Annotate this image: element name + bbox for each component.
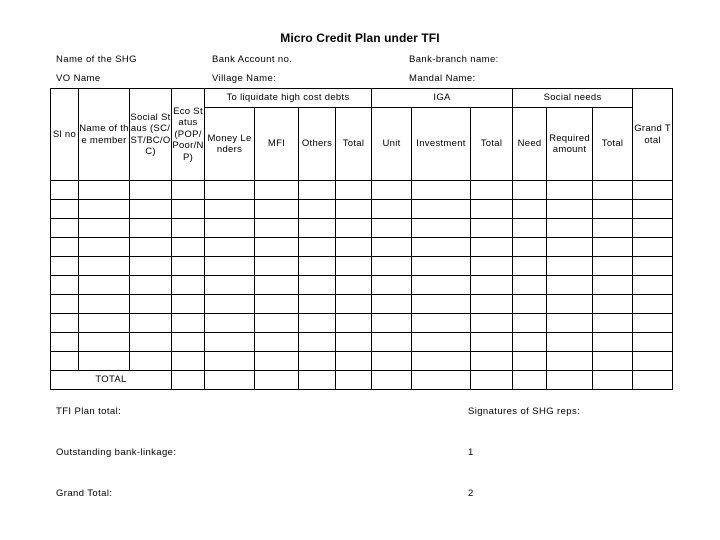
entry-cell[interactable] [79, 295, 130, 314]
entry-cell[interactable] [130, 219, 172, 238]
entry-cell[interactable] [547, 200, 593, 219]
signature-line-1: 1 [468, 447, 474, 458]
entry-cell[interactable] [593, 200, 633, 219]
table-row [51, 200, 673, 219]
table-row [51, 181, 673, 200]
entry-cell[interactable] [513, 295, 547, 314]
entry-cell[interactable] [205, 257, 255, 276]
entry-cell[interactable] [79, 276, 130, 295]
entry-cell[interactable] [471, 238, 513, 257]
entry-cell[interactable] [51, 333, 79, 352]
table-row [51, 352, 673, 371]
entry-cell[interactable] [299, 333, 336, 352]
entry-cell[interactable] [336, 257, 372, 276]
grand-total-label: Grand Total: [56, 488, 113, 499]
outstanding-label: Outstanding bank-linkage: [56, 447, 177, 458]
entry-cell[interactable] [513, 238, 547, 257]
table-row [51, 333, 673, 352]
entry-cell[interactable] [79, 352, 130, 371]
entry-cell[interactable] [255, 257, 299, 276]
bank-branch-label: Bank-branch name: [409, 54, 499, 65]
entry-cell[interactable] [205, 276, 255, 295]
entry-cell[interactable] [633, 352, 673, 371]
entry-cell[interactable] [130, 200, 172, 219]
entry-cell[interactable] [336, 238, 372, 257]
entry-cell[interactable] [633, 181, 673, 200]
entry-cell[interactable] [79, 257, 130, 276]
signature-line-2: 2 [468, 488, 474, 499]
entry-cell[interactable] [205, 333, 255, 352]
entry-cell[interactable] [130, 257, 172, 276]
entry-cell[interactable] [372, 276, 412, 295]
mandal-name-label: Mandal Name: [409, 73, 476, 84]
header-social-status: Social Staus (SC/ST/BC/OC) [130, 89, 172, 181]
entry-cell[interactable] [172, 181, 205, 200]
entry-cell[interactable] [412, 352, 471, 371]
entry-cell[interactable] [513, 257, 547, 276]
entry-cell[interactable] [372, 314, 412, 333]
header-debts-total: Total [336, 108, 372, 181]
entry-cell[interactable] [513, 276, 547, 295]
entry-cell[interactable] [513, 314, 547, 333]
total-cell[interactable] [593, 371, 633, 390]
entry-cell[interactable] [130, 238, 172, 257]
entry-cell[interactable] [372, 295, 412, 314]
entry-cell[interactable] [471, 295, 513, 314]
header-unit: Unit [372, 108, 412, 181]
entry-cell[interactable] [372, 333, 412, 352]
entry-cell[interactable] [412, 276, 471, 295]
entry-cell[interactable] [172, 219, 205, 238]
entry-cell[interactable] [547, 295, 593, 314]
entry-cell[interactable] [51, 219, 79, 238]
entry-cell[interactable] [412, 257, 471, 276]
vo-name-label: VO Name [56, 73, 101, 84]
header-iga: IGA [372, 89, 513, 108]
entry-cell[interactable] [633, 257, 673, 276]
entry-cell[interactable] [299, 352, 336, 371]
entry-cell[interactable] [513, 200, 547, 219]
entry-cell[interactable] [593, 352, 633, 371]
entry-cell[interactable] [299, 295, 336, 314]
entry-cell[interactable] [513, 181, 547, 200]
header-need: Need [513, 108, 547, 181]
entry-cell[interactable] [593, 257, 633, 276]
entry-cell[interactable] [471, 314, 513, 333]
entry-cell[interactable] [130, 295, 172, 314]
entry-cell[interactable] [79, 238, 130, 257]
table-row [51, 295, 673, 314]
header-others: Others [299, 108, 336, 181]
entry-cell[interactable] [299, 238, 336, 257]
village-name-label: Village Name: [212, 73, 277, 84]
entry-cell[interactable] [130, 276, 172, 295]
entry-cell[interactable] [255, 333, 299, 352]
entry-cell[interactable] [471, 181, 513, 200]
total-cell[interactable] [471, 371, 513, 390]
entry-cell[interactable] [79, 200, 130, 219]
header-high-cost-debts: To liquidate high cost debts [205, 89, 372, 108]
table-row [51, 276, 673, 295]
entry-cell[interactable] [205, 314, 255, 333]
entry-cell[interactable] [51, 238, 79, 257]
table-row [51, 257, 673, 276]
entry-cell[interactable] [633, 276, 673, 295]
bank-account-label: Bank Account no. [212, 54, 293, 65]
table-row [51, 238, 673, 257]
entry-cell[interactable] [412, 314, 471, 333]
entry-cell[interactable] [471, 200, 513, 219]
entry-cell[interactable] [336, 219, 372, 238]
entry-cell[interactable] [255, 238, 299, 257]
header-investment: Investment [412, 108, 471, 181]
entry-cell[interactable] [51, 276, 79, 295]
total-label: TOTAL [51, 371, 172, 390]
entry-cell[interactable] [172, 257, 205, 276]
entry-cell[interactable] [412, 238, 471, 257]
total-cell[interactable] [299, 371, 336, 390]
entry-cell[interactable] [79, 314, 130, 333]
entry-cell[interactable] [205, 352, 255, 371]
entry-cell[interactable] [372, 200, 412, 219]
entry-cell[interactable] [255, 276, 299, 295]
entry-cell[interactable] [79, 333, 130, 352]
entry-cell[interactable] [412, 200, 471, 219]
entry-cell[interactable] [172, 295, 205, 314]
entry-cell[interactable] [547, 352, 593, 371]
entry-cell[interactable] [130, 352, 172, 371]
entry-cell[interactable] [336, 333, 372, 352]
entry-cell[interactable] [336, 181, 372, 200]
entry-cell[interactable] [412, 181, 471, 200]
entry-cell[interactable] [51, 200, 79, 219]
entry-cell[interactable] [255, 314, 299, 333]
entry-cell[interactable] [255, 200, 299, 219]
entry-cell[interactable] [471, 333, 513, 352]
entry-cell[interactable] [513, 333, 547, 352]
header-social-total: Total [593, 108, 633, 181]
entry-cell[interactable] [593, 181, 633, 200]
entry-cell[interactable] [255, 219, 299, 238]
entry-cell[interactable] [547, 276, 593, 295]
entry-cell[interactable] [633, 238, 673, 257]
entry-cell[interactable] [412, 295, 471, 314]
signatures-label: Signatures of SHG reps: [468, 406, 581, 417]
entry-cell[interactable] [593, 276, 633, 295]
entry-cell[interactable] [336, 276, 372, 295]
entry-cell[interactable] [547, 333, 593, 352]
entry-cell[interactable] [172, 200, 205, 219]
table-row [51, 219, 673, 238]
header-eco-status: Eco Status (POP/Poor/NP) [172, 89, 205, 181]
entry-cell[interactable] [130, 333, 172, 352]
total-cell[interactable] [336, 371, 372, 390]
shg-name-label: Name of the SHG [56, 54, 137, 65]
total-cell[interactable] [513, 371, 547, 390]
header-member-name: Name of the member [79, 89, 130, 181]
entry-cell[interactable] [547, 238, 593, 257]
entry-cell[interactable] [299, 276, 336, 295]
header-mfi: MFI [255, 108, 299, 181]
entry-cell[interactable] [172, 238, 205, 257]
entry-cell[interactable] [336, 314, 372, 333]
entry-cell[interactable] [372, 181, 412, 200]
entry-cell[interactable] [633, 200, 673, 219]
page-title: Micro Credit Plan under TFI [280, 31, 440, 45]
entry-cell[interactable] [130, 314, 172, 333]
header-sl-no: Sl no [51, 89, 79, 181]
entry-cell[interactable] [51, 295, 79, 314]
entry-cell[interactable] [412, 333, 471, 352]
header-social-needs: Social needs [513, 89, 633, 108]
total-cell[interactable] [205, 371, 255, 390]
entry-cell[interactable] [593, 219, 633, 238]
entry-cell[interactable] [547, 314, 593, 333]
entry-cell[interactable] [51, 181, 79, 200]
entry-cell[interactable] [547, 219, 593, 238]
entry-cell[interactable] [336, 352, 372, 371]
header-money-lender: Money Lenders [205, 108, 255, 181]
entry-cell[interactable] [51, 352, 79, 371]
entry-cell[interactable] [372, 352, 412, 371]
entry-cell[interactable] [471, 257, 513, 276]
entry-cell[interactable] [130, 181, 172, 200]
entry-cell[interactable] [205, 200, 255, 219]
entry-cell[interactable] [633, 295, 673, 314]
entry-cell[interactable] [299, 181, 336, 200]
tfi-plan-total-label: TFI Plan total: [56, 406, 122, 417]
entry-cell[interactable] [471, 276, 513, 295]
entry-cell[interactable] [172, 352, 205, 371]
entry-cell[interactable] [205, 181, 255, 200]
entry-cell[interactable] [372, 238, 412, 257]
entry-cell[interactable] [336, 200, 372, 219]
entry-cell[interactable] [471, 352, 513, 371]
entry-cell[interactable] [633, 314, 673, 333]
entry-cell[interactable] [79, 181, 130, 200]
entry-cell[interactable] [593, 295, 633, 314]
entry-cell[interactable] [299, 314, 336, 333]
entry-cell[interactable] [255, 181, 299, 200]
entry-cell[interactable] [299, 200, 336, 219]
header-iga-total: Total [471, 108, 513, 181]
entry-cell[interactable] [547, 181, 593, 200]
entry-cell[interactable] [593, 238, 633, 257]
table-row [51, 314, 673, 333]
total-cell[interactable] [547, 371, 593, 390]
entry-cell[interactable] [633, 219, 673, 238]
header-required-amount: Required amount [547, 108, 593, 181]
total-cell[interactable] [412, 371, 471, 390]
micro-credit-table [50, 88, 673, 390]
table-body [51, 181, 673, 371]
entry-cell[interactable] [172, 333, 205, 352]
entry-cell[interactable] [412, 219, 471, 238]
entry-cell[interactable] [513, 219, 547, 238]
total-cell[interactable] [633, 371, 673, 390]
entry-cell[interactable] [471, 219, 513, 238]
entry-cell[interactable] [299, 219, 336, 238]
entry-cell[interactable] [51, 314, 79, 333]
total-cell[interactable] [372, 371, 412, 390]
entry-cell[interactable] [372, 257, 412, 276]
header-grand-total: Grand Total [633, 89, 673, 181]
entry-cell[interactable] [336, 295, 372, 314]
entry-cell[interactable] [79, 219, 130, 238]
entry-cell[interactable] [633, 333, 673, 352]
entry-cell[interactable] [255, 295, 299, 314]
entry-cell[interactable] [51, 257, 79, 276]
total-cell[interactable] [255, 371, 299, 390]
total-cell[interactable] [172, 371, 205, 390]
entry-cell[interactable] [513, 352, 547, 371]
entry-cell[interactable] [372, 219, 412, 238]
entry-cell[interactable] [205, 238, 255, 257]
entry-cell[interactable] [205, 219, 255, 238]
entry-cell[interactable] [593, 314, 633, 333]
entry-cell[interactable] [172, 314, 205, 333]
entry-cell[interactable] [299, 257, 336, 276]
entry-cell[interactable] [593, 333, 633, 352]
entry-cell[interactable] [255, 352, 299, 371]
entry-cell[interactable] [205, 295, 255, 314]
entry-cell[interactable] [547, 257, 593, 276]
entry-cell[interactable] [172, 276, 205, 295]
